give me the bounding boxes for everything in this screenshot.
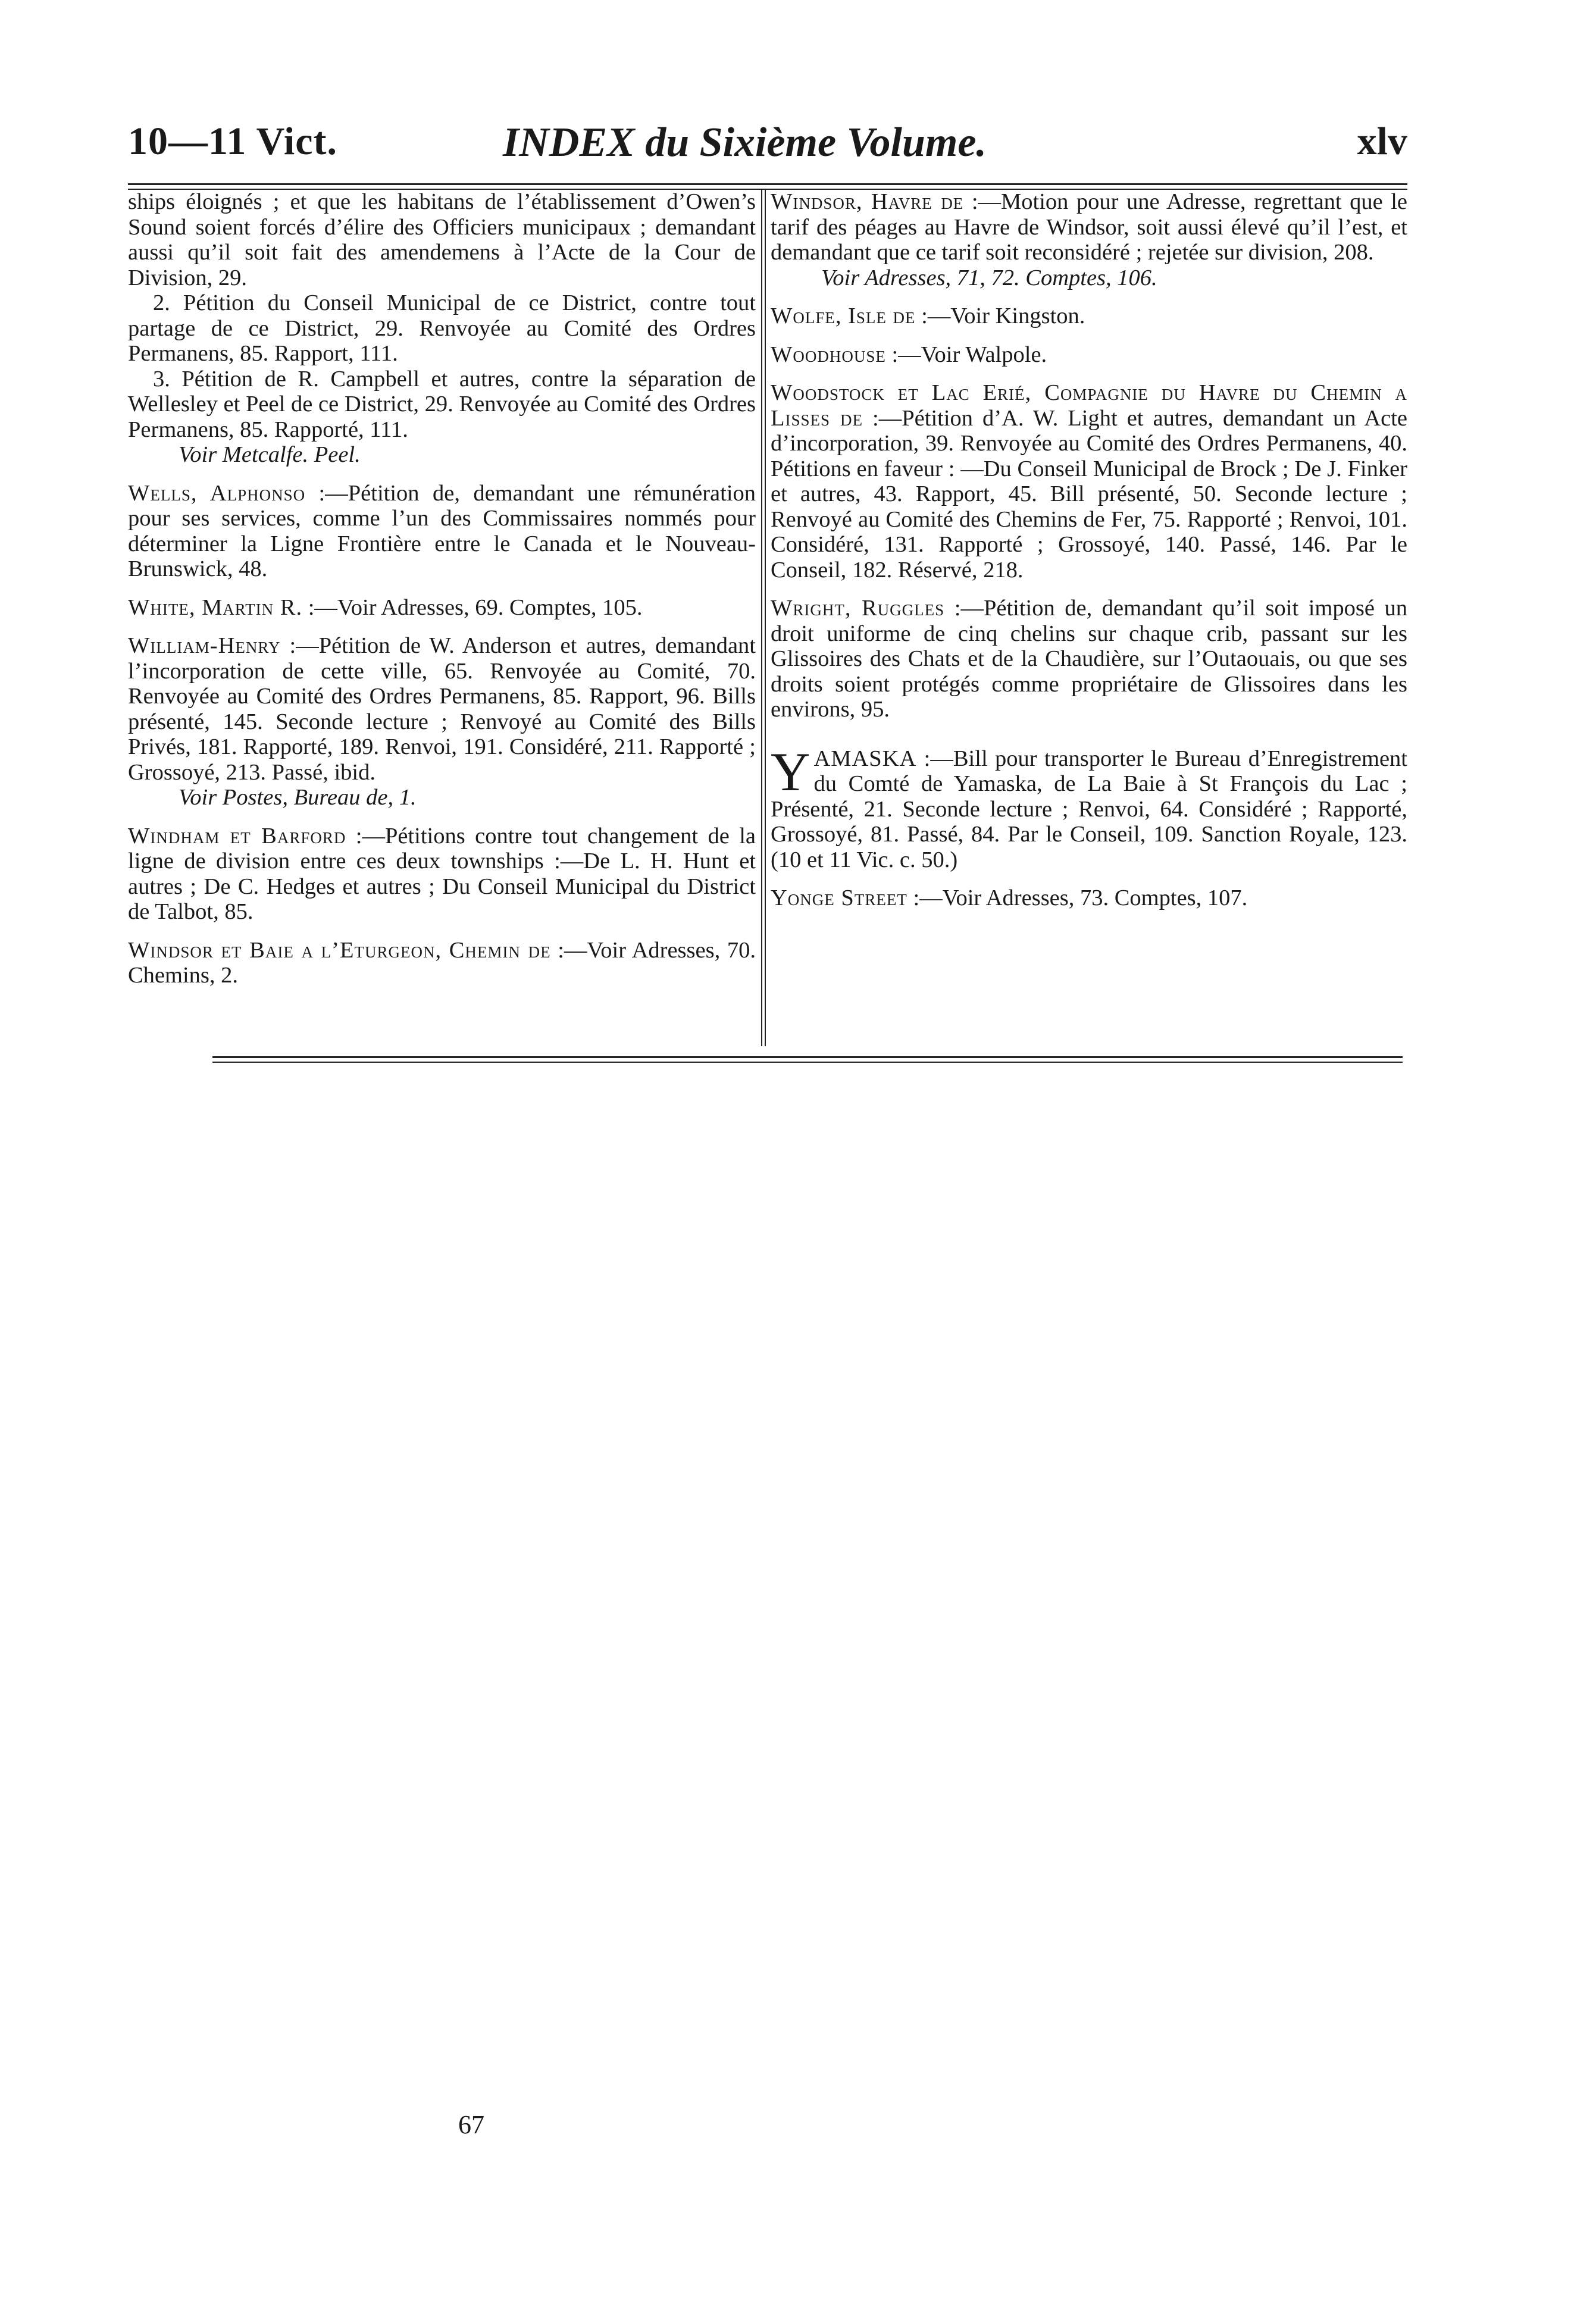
index-entry-continued: ships éloignés ; et que les habitans de l’établissement d’Owen’s Sound soient forcés d’élire des Officiers municipaux ; demandant aussi qu’il soit fait des amendemens à l’Acte de la Cour de Division, 29.: [128, 189, 756, 290]
entry-heading: William-Henry: [128, 633, 281, 658]
entry-heading: AMASKA: [813, 746, 917, 771]
entry-text: :—Pétition de, demandant une rémunération pour ses services, comme l’un des Commissaires nommés pour déterminer la Ligne Frontière entre le Canada et le Nouveau-Brunswick, 48.: [128, 480, 756, 581]
cross-reference: Voir Adresses, 71, 72. Comptes, 106.: [821, 265, 1157, 290]
entry-heading: Wright, Ruggles: [771, 596, 945, 621]
entry-heading: Wells, Alphonso: [128, 480, 306, 506]
index-entry-wright: [771, 596, 1407, 722]
index-entry-woodstock: [771, 380, 1407, 583]
entry-text: :—Bill pour transporter le Bureau d’Enregistrement du Comté de Yamaska, de La Baie à St François du Lac ; Présenté, 21. Seconde lecture ; Renvoi, 64. Considéré ; Rapporté, Grossoyé, 81. Passé, 84. Par le Conseil, 109. Sanction Royale, 123. (10 et 11 Vic. c. 50.): [771, 746, 1407, 872]
column-divider: [761, 189, 766, 1046]
entry-heading: Windham et Barford: [128, 823, 346, 849]
page-title: INDEX du Sixième Volume.: [503, 120, 987, 165]
entry-heading: White, Martin R.: [128, 594, 303, 620]
folio-number: 67: [458, 2110, 484, 2139]
entry-text: :—Pétition de, demandant qu’il soit imposé un droit uniforme de cinq chelins sur chaque crib, passant sur les Glissoires des Chats et de la Chaudière, sur l’Outaouais, ou que ses droits soient protégés comme propriétaire de Glissoires dans les environs, 95.: [771, 596, 1407, 722]
index-entry-windsor-chemin: [128, 938, 756, 988]
roman-page-number: xlv: [1357, 120, 1407, 163]
entry-heading: Yonge Street: [771, 885, 907, 910]
index-entry-yamaska: [771, 741, 1407, 873]
closing-rule: [212, 1056, 1403, 1063]
index-subentry: 3. Pétition de R. Campbell et autres, contre la séparation de Wellesley et Peel de ce District, 29. Renvoyée au Comité des Ordres Permanens, 85. Rapporté, 111.: [128, 366, 756, 442]
entry-text: :—Voir Kingston.: [915, 303, 1085, 328]
cross-reference: Voir Postes, Bureau de, 1.: [179, 785, 417, 810]
entry-text: :—Motion pour une Adresse, regrettant que le tarif des péages au Havre de Windsor, soit aussi élevé qu’il l’est, et demandant que ce tarif soit reconsidéré ; rejetée sur division, 208.: [771, 189, 1407, 265]
entry-text: :—Pétition de W. Anderson et autres, demandant l’incorporation de cette ville, 65. Renvoyée au Comité, 70. Renvoyée au Comité des Ordres Permanens, 85. Rapport, 96. Bills présenté, 145. Seconde lecture ; Renvoyé au Comité des Bills Privés, 181. Rapporté, 189. Renvoi, 191. Considéré, 211. Rapporté ; Grossoyé, 213. Passé, ibid.: [128, 633, 756, 785]
entry-heading: Woodhouse: [771, 342, 886, 367]
entry-heading: Wolfe, Isle de: [771, 303, 916, 328]
entry-text: :—Voir Adresses, 70. Chemins, 2.: [128, 937, 756, 988]
index-entry-white: [128, 595, 756, 621]
entry-text: :—Pétitions contre tout changement de la ligne de division entre ces deux townships :—De L. H. Hunt et autres ; De C. Hedges et autres ; Du Conseil Municipal du District de Talbot, 85.: [128, 823, 756, 924]
index-entry-yonge: [771, 885, 1407, 911]
running-head: [128, 119, 1407, 173]
drop-cap-initial: Y: [771, 741, 810, 802]
index-entry-woodhouse: [771, 342, 1407, 368]
entry-text: :—Voir Walpole.: [885, 342, 1047, 367]
session-label: 10—11 Vict.: [128, 120, 337, 163]
entry-text: :—Voir Adresses, 69. Comptes, 105.: [302, 594, 643, 620]
entry-text: :—Pétition d’A. W. Light et autres, demandant un Acte d’incorporation, 39. Renvoyée au Comité des Ordres Permanens, 40. Pétitions en faveur : —Du Conseil Municipal de Brock ; De J. Finker et autres, 43. Rapport, 45. Bill présenté, 50. Seconde lecture ; Renvoyé au Comité des Chemins de Fer, 75. Rapporté ; Renvoi, 101. Considéré, 131. Rapporté ; Grossoyé, 140. Passé, 146. Par le Conseil, 182. Réservé, 218.: [771, 405, 1407, 583]
index-subentry: 2. Pétition du Conseil Municipal de ce District, contre tout partage de ce District, 29. Renvoyée au Comité des Ordres Permanens, 85. Rapport, 111.: [128, 290, 756, 366]
index-entry-windsor-havre: [771, 189, 1407, 265]
index-entry-wolfe: [771, 303, 1407, 329]
cross-reference: Voir Metcalfe. Peel.: [179, 442, 361, 467]
entry-heading: Woodstock et Lac Erié, Compagnie du Havre du Chemin a Lisses de: [771, 380, 1407, 431]
index-entry-windham: [128, 824, 756, 925]
entry-heading: Windsor, Havre de: [771, 189, 964, 214]
entry-heading: Windsor et Baie a l’Eturgeon, Chemin de: [128, 937, 551, 963]
index-entry-william-henry: [128, 633, 756, 785]
right-column: [771, 189, 1407, 924]
left-column: [128, 189, 756, 1001]
entry-text: :—Voir Adresses, 73. Comptes, 107.: [907, 885, 1248, 910]
index-entry-wells: [128, 481, 756, 582]
